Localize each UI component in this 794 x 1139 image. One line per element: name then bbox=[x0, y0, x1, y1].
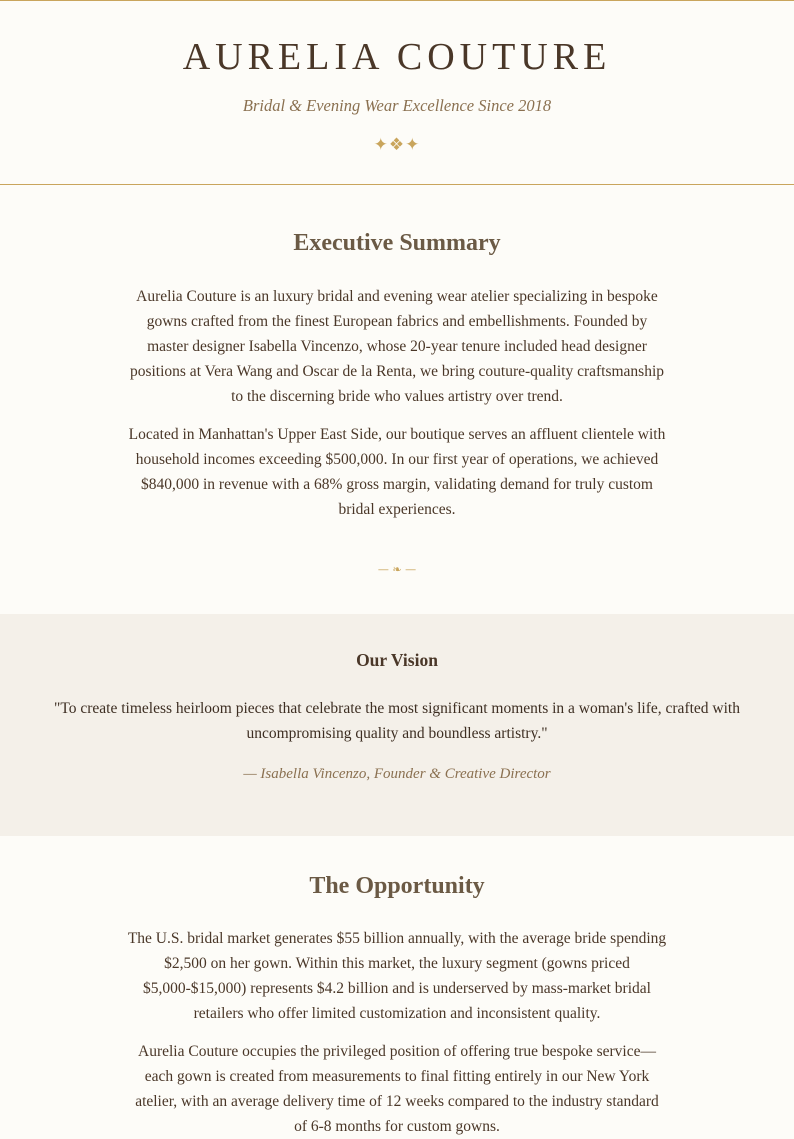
vision-title: Our Vision bbox=[356, 650, 438, 670]
brand-title: AURELIA COUTURE bbox=[182, 36, 612, 78]
executive-summary-paragraph: Aurelia Couture is an luxury bridal and evening wear atelier specializing in bespoke gowns crafted from the finest European fabrics and embellishments. Founded by master designer Isabella Vincenzo, whose 20-year tenure included head designer positions at Vera Wang and Oscar de la Renta, we bring couture-quality craftsmanship to the discerning bride who values artistry over trend. bbox=[129, 288, 665, 405]
opportunity-title: The Opportunity bbox=[309, 873, 485, 899]
vision-section bbox=[0, 614, 794, 836]
vision-attribution: — Isabella Vincenzo, Founder & Creative Director bbox=[243, 766, 551, 782]
vision-quote: "To create timeless heirloom pieces that celebrate the most significant moments in a woman's life, crafted with uncompromising quality and boundless artistry." bbox=[54, 700, 740, 742]
ornament-icon: ✦❖✦ bbox=[373, 135, 421, 155]
executive-summary-paragraph: Located in Manhattan's Upper East Side, our boutique serves an affluent clientele with household incomes exceeding $500,000. In our first year of operations, we achieved $840,000 in revenue with a 68% gross margin, validating demand for truly custom bridal experiences. bbox=[128, 426, 666, 518]
header bbox=[0, 0, 794, 185]
opportunity-paragraph: The U.S. bridal market generates $55 billion annually, with the average bride spending $2,500 on her gown. Within this market, the luxury segment (gowns priced $5,000-$15,000) represents $4.2 billion and is underserved by mass-market bridal retailers who offer limited customization and inconsistent quality. bbox=[127, 930, 667, 1022]
executive-summary-title: Executive Summary bbox=[293, 230, 501, 256]
tagline: Bridal & Evening Wear Excellence Since 2018 bbox=[242, 96, 552, 115]
opportunity-paragraph: Aurelia Couture occupies the privileged position of offering true bespoke service—each gown is created from measurements to final fitting entirely in our New York atelier, with an average delivery time of 12 weeks compared to the industry standard of 6-8 months for custom gowns. bbox=[135, 1043, 659, 1135]
fleuron-divider-icon: — ❧ — bbox=[377, 563, 417, 576]
